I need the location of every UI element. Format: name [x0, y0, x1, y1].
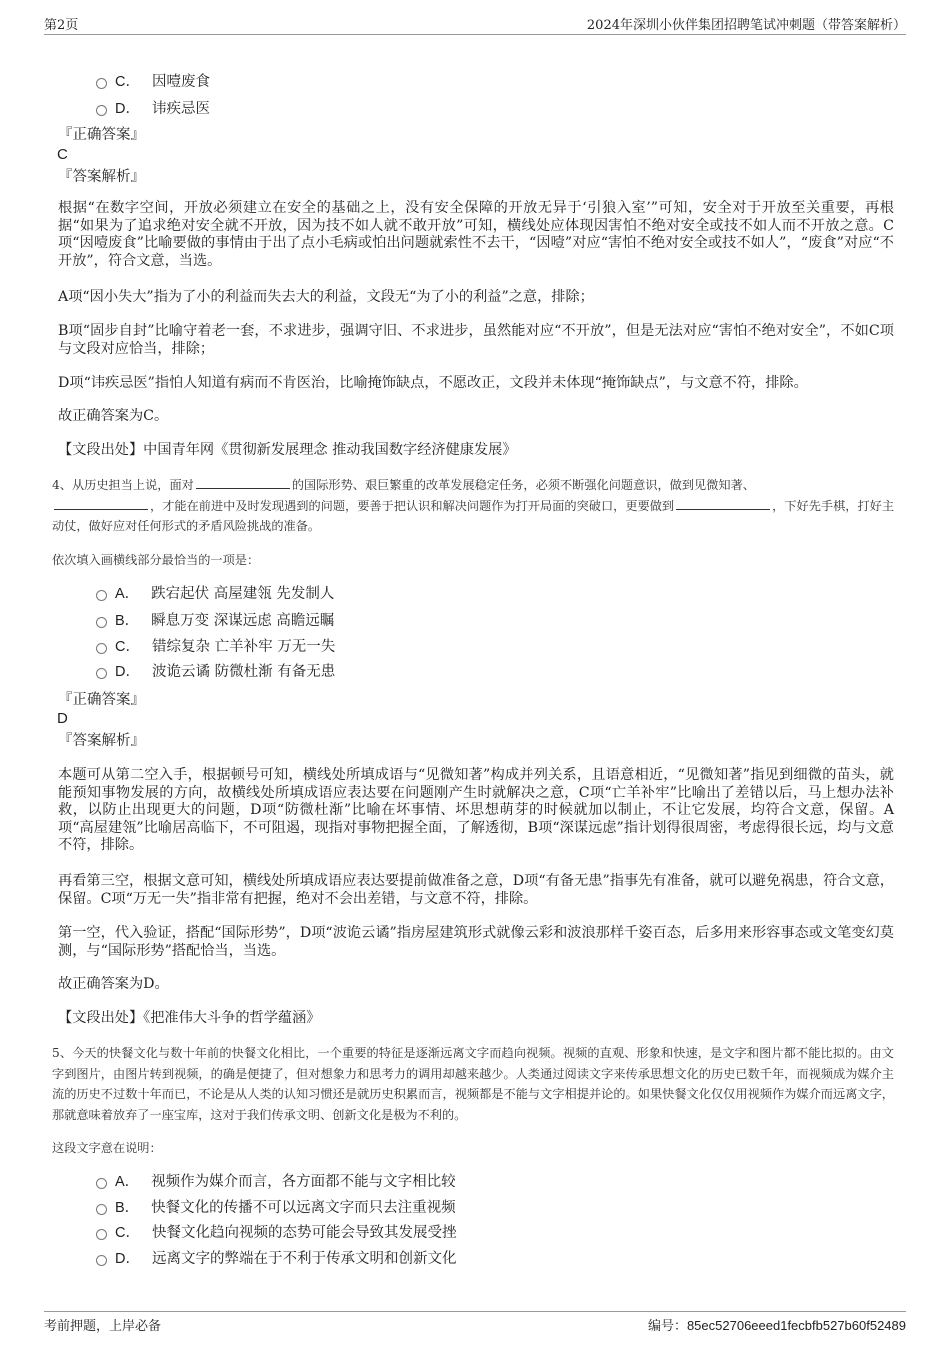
option-text: 因噎废食 — [151, 74, 210, 90]
analysis-paragraph: A项“因小失大”指为了小的利益而失去大的利益，文段无“为了小的利益”之意，排除； — [58, 289, 594, 305]
radio-button-icon[interactable] — [96, 1229, 107, 1240]
option-d[interactable]: D． 讳疾忌医 — [96, 98, 210, 120]
page-header — [44, 12, 906, 35]
option-c[interactable]: C． 快餐文化趋向视频的态势可能会导致其发展受挫 — [96, 1222, 456, 1244]
analysis-label: 『答案解析』 — [58, 169, 145, 185]
radio-button-icon[interactable] — [96, 1178, 107, 1189]
question-stem: 5、今天的快餐文化与数十年前的快餐文化相比，一个重要的特征是逐渐远离文字而趋向视频。视频的直观、形象和快速，是文字和图片都不能比拟的。由文字到图片，由图片转到视频，的确是便捷了，但对想象力和思考力的调用却越来越少。人类通过阅读文字来传承思想文化的历史已数千年，而视频成为媒介主流的历史不过数十年而已，不论是从人类的认知习惯还是就历史积累而言，视频都是不能与文字相提并论的。如果快餐文化仅仅用视频作为媒介而远离文字，那就意味着放弃了一座宝库，这对于我们传承文明、创新文化是极为不利的。 — [52, 1046, 894, 1122]
radio-button-icon[interactable] — [96, 1204, 107, 1215]
analysis-paragraph: 根据“在数字空间，开放必须建立在安全的基础之上，没有安全保障的开放无异于‘引狼入室’”可知，安全对于开放至关重要，再根据“如果为了追求绝对安全就不开放，因为技不如人就不敢开放”可知，横线处应体现因害怕不绝对安全或技不如人而不开放之意。C项“因噎废食”比喻要做的事情由于出了点小毛病或怕出问题就索性不去干，“因噎”对应“害怕不绝对安全或技不如人”，“废食”对应“不开放”，符合文意，当选。 — [58, 200, 894, 269]
radio-button-icon[interactable] — [96, 668, 107, 679]
answer-label: 『正确答案』 — [58, 127, 145, 143]
option-text: 波诡云谲 防微杜渐 有备无患 — [151, 664, 336, 680]
question-prompt: 依次填入画横线部分最恰当的一项是： — [52, 553, 260, 567]
option-text: 跌宕起伏 高屋建瓴 先发制人 — [151, 586, 335, 602]
fill-blank — [676, 497, 770, 510]
analysis-conclusion: 故正确答案为D。 — [58, 976, 169, 992]
source-citation: 【文段出处】《把准伟大斗争的哲学蕴涵》 — [58, 1010, 321, 1026]
analysis-paragraph: 第一空，代入验证，搭配“国际形势”，D项“波诡云谲”指房屋建筑形式就像云彩和波浪那样千姿百态，后多用来形容事态或文笔变幻莫测，与“国际形势”搭配恰当，当选。 — [58, 925, 894, 959]
option-text: 快餐文化趋向视频的态势可能会导致其发展受挫 — [151, 1225, 457, 1241]
option-text: 讳疾忌医 — [151, 101, 210, 117]
option-b[interactable]: B． 快餐文化的传播不可以远离文字而只去注重视频 — [96, 1197, 456, 1219]
answer-value: C — [57, 146, 68, 163]
answer-value: D — [57, 710, 68, 727]
option-text: 远离文字的弊端在于不利于传承文明和创新文化 — [151, 1251, 457, 1267]
analysis-conclusion: 故正确答案为C。 — [58, 408, 169, 424]
analysis-label: 『答案解析』 — [58, 733, 145, 749]
fill-blank — [54, 497, 148, 510]
option-text: 错综复杂 亡羊补牢 万无一失 — [151, 639, 336, 655]
page-footer — [44, 1311, 906, 1336]
option-b[interactable]: B． 瞬息万变 深谋远虑 高瞻远瞩 — [96, 610, 334, 632]
radio-button-icon[interactable] — [96, 105, 107, 116]
option-c[interactable]: C． 因噎废食 — [96, 71, 210, 93]
option-text: 视频作为媒介而言，各方面都不能与文字相比较 — [151, 1174, 456, 1190]
footer-slogan: 考前押题，上岸必备 — [44, 1319, 162, 1334]
option-d[interactable]: D． 波诡云谲 防微杜渐 有备无患 — [96, 661, 335, 683]
source-citation: 【文段出处】中国青年网《贯彻新发展理念 推动我国数字经济健康发展》 — [58, 442, 517, 458]
option-text: 瞬息万变 深谋远虑 高瞻远瞩 — [151, 613, 335, 629]
option-d[interactable]: D． 远离文字的弊端在于不利于传承文明和创新文化 — [96, 1248, 456, 1270]
analysis-paragraph: D项“讳疾忌医”指怕人知道有病而不肯医治，比喻掩饰缺点，不愿改正，文段并未体现“掩饰缺点”，与文意不符，排除。 — [58, 375, 808, 391]
question-prompt: 这段文字意在说明： — [52, 1141, 162, 1155]
fill-blank — [196, 476, 290, 489]
option-a[interactable]: A． 视频作为媒介而言，各方面都不能与文字相比较 — [96, 1171, 456, 1193]
analysis-paragraph: B项“固步自封”比喻守着老一套，不求进步，强调守旧、不求进步，虽然能对应“不开放”，但是无法对应“害怕不绝对安全”，不如C项与文段对应恰当，排除； — [58, 323, 894, 357]
radio-button-icon[interactable] — [96, 617, 107, 628]
option-a[interactable]: A． 跌宕起伏 高屋建瓴 先发制人 — [96, 583, 334, 605]
option-text: 快餐文化的传播不可以远离文字而只去注重视频 — [151, 1200, 456, 1216]
document-title: 2024年深圳小伙伴集团招聘笔试冲刺题（带答案解析） — [586, 18, 906, 33]
page-number: 第2页 — [44, 18, 79, 33]
option-c[interactable]: C． 错综复杂 亡羊补牢 万无一失 — [96, 636, 335, 658]
radio-button-icon[interactable] — [96, 590, 107, 601]
radio-button-icon[interactable] — [96, 643, 107, 654]
answer-label: 『正确答案』 — [58, 692, 145, 708]
radio-button-icon[interactable] — [96, 78, 107, 89]
question-stem: 4、从历史担当上说，面对 的国际形势、艰巨繁重的改革发展稳定任务，必须不断强化问题意识，做到见微知著、 ，才能在前进中及时发现遇到的问题，要善于把认识和解决问题作为打开局面的突破口，更要做到 ，下好先手棋，打好主动仗，做好应对任何形式的矛盾风险挑战的准备。 — [52, 478, 895, 533]
analysis-paragraph: 本题可从第二空入手，根据顿号可知，横线处所填成语与“见微知著”构成并列关系，且语意相近，“见微知著”指见到细微的苗头，就能预知事物发展的方向，故横线处所填成语应表达要在问题刚产生时就解决之意，C项“亡羊补牢”比喻出了差错以后，马上想办法补救，以防止出现更大的问题，D项“防微杜渐”比喻在坏事情、坏思想萌芽的时候就加以制止，不让它发展，均符合文意，保留。A项“高屋建瓴”比喻居高临下，不可阻遏，现指对事物把握全面，了解透彻，B项“深谋远虑”指计划得很周密，考虑得很长远，均与文意不符，排除。 — [58, 767, 894, 853]
analysis-paragraph: 再看第三空，根据文意可知，横线处所填成语应表达要提前做准备之意，D项“有备无患”指事先有准备，就可以避免祸患，符合文意，保留。C项“万无一失”指非常有把握，绝对不会出差错，与文意不符，排除。 — [58, 873, 894, 907]
document-code: 编号：85ec52706eeed1fecbfb527b60f52489 — [647, 1318, 906, 1333]
radio-button-icon[interactable] — [96, 1255, 107, 1266]
